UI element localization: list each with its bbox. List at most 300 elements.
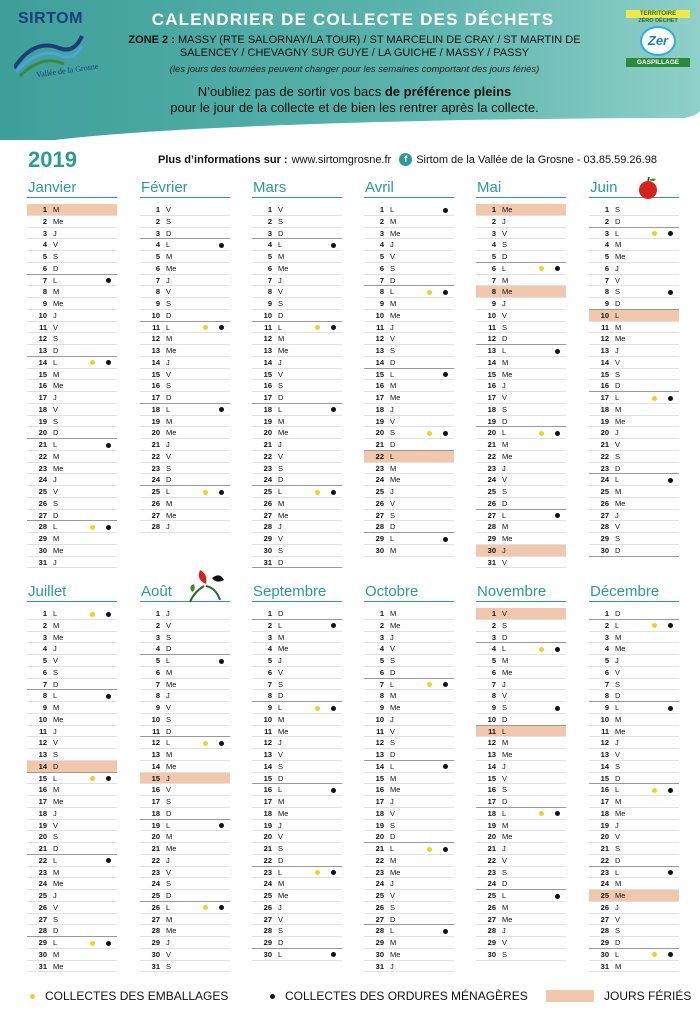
day-row: [27, 702, 117, 714]
day-number: 12: [600, 738, 609, 748]
day-number: 1: [379, 609, 384, 618]
day-row: [364, 690, 454, 702]
day-row: [476, 557, 566, 569]
weekday: D: [502, 498, 508, 508]
day-number: 19: [375, 820, 384, 830]
packaging-collection-dot: [90, 525, 95, 530]
day-number: 6: [267, 263, 272, 273]
day-row: [364, 726, 454, 738]
day-number: 14: [38, 357, 47, 367]
day-row: [589, 216, 679, 228]
weekday: M: [166, 914, 173, 924]
weekday: Me: [53, 381, 64, 391]
day-row: [589, 726, 679, 738]
day-row: [252, 831, 342, 843]
weekday: J: [502, 679, 506, 689]
day-number: 6: [42, 263, 47, 273]
day-number: 28: [600, 522, 609, 532]
logo-name: SIRTOM: [18, 10, 83, 27]
day-row: [589, 714, 679, 726]
weekday: L: [502, 726, 507, 736]
month-name: Février: [140, 178, 230, 198]
weekday: Me: [53, 463, 64, 473]
weekday: Me: [278, 808, 289, 818]
weekday: S: [166, 216, 172, 226]
day-number: 21: [375, 440, 384, 449]
day-row: [364, 216, 454, 228]
day-row: [27, 251, 117, 263]
day-number: 28: [487, 522, 496, 532]
day-number: 14: [600, 761, 609, 771]
weekday: V: [615, 750, 621, 759]
weekday: L: [278, 240, 283, 250]
weekday: J: [502, 545, 506, 555]
day-number: 1: [155, 205, 160, 214]
day-row: [589, 357, 679, 369]
day-row: [140, 263, 230, 275]
day-row: [252, 773, 342, 785]
day-row: [364, 228, 454, 240]
day-row: [27, 357, 117, 369]
weekday: V: [390, 252, 396, 261]
day-row: [589, 608, 679, 620]
day-row: [589, 914, 679, 926]
day-number: 5: [379, 252, 384, 261]
weekday: S: [53, 914, 59, 924]
weekday: M: [278, 632, 285, 642]
day-number: 31: [600, 961, 609, 971]
day-number: 26: [151, 902, 160, 912]
packaging-collection-dot: [427, 847, 432, 852]
household-collection-dot: [555, 513, 560, 518]
day-row: [589, 275, 679, 287]
day-row: [476, 427, 566, 439]
day-row: [476, 937, 566, 949]
weekday: D: [166, 393, 172, 402]
day-row: [476, 773, 566, 785]
day-row: [140, 702, 230, 714]
day-row: [252, 298, 342, 310]
day-number: 22: [375, 855, 384, 865]
day-row: [252, 275, 342, 287]
weekday: L: [390, 844, 395, 853]
weekday: Me: [390, 867, 401, 877]
weekday: V: [615, 275, 621, 285]
website-link[interactable]: www.sirtomgrosne.fr: [291, 153, 392, 166]
weekday: S: [615, 451, 621, 461]
day-row: [140, 843, 230, 855]
info-line: [158, 153, 657, 166]
day-number: 12: [38, 738, 47, 748]
day-row: [364, 925, 454, 937]
weekday: J: [166, 773, 170, 783]
day-row: [252, 902, 342, 914]
weekday: L: [278, 404, 283, 414]
day-number: 23: [600, 463, 609, 473]
day-row: [364, 369, 454, 381]
day-number: 17: [263, 797, 272, 806]
day-row: [476, 474, 566, 486]
day-number: 9: [604, 703, 609, 712]
day-number: 13: [151, 750, 160, 759]
day-number: 27: [38, 914, 47, 924]
day-number: 20: [151, 428, 160, 438]
day-number: 26: [38, 498, 47, 508]
day-number: 7: [155, 679, 160, 689]
day-row: [589, 702, 679, 714]
day-number: 14: [487, 357, 496, 367]
day-number: 19: [38, 820, 47, 830]
day-row: [364, 486, 454, 498]
day-number: 25: [151, 891, 160, 900]
weekday: M: [53, 205, 60, 214]
weekday: D: [53, 844, 59, 853]
household-collection-dot: [443, 372, 448, 377]
day-number: 27: [487, 914, 496, 924]
day-number: 7: [155, 275, 160, 285]
day-row: [140, 392, 230, 404]
day-number: 28: [263, 926, 272, 936]
weekday: V: [390, 891, 396, 900]
badge-top: TERRITOIRE: [626, 10, 690, 18]
weekday: L: [166, 656, 171, 665]
day-row: [140, 726, 230, 738]
weekday: D: [615, 299, 621, 308]
packaging-collection-dot: [539, 431, 544, 436]
weekday: M: [502, 738, 509, 748]
day-number: 1: [267, 205, 272, 214]
day-number: 13: [38, 750, 47, 759]
day-number: 22: [38, 855, 47, 865]
day-row: [476, 286, 566, 298]
weekday: S: [278, 844, 284, 853]
day-number: 4: [491, 240, 496, 250]
weekday: J: [390, 487, 394, 496]
weekday: J: [166, 938, 170, 947]
weekday: V: [166, 867, 172, 877]
day-row: [589, 204, 679, 216]
day-number: 28: [375, 522, 384, 532]
month-days: [140, 204, 230, 533]
day-row: [252, 545, 342, 557]
day-number: 9: [491, 703, 496, 712]
day-row: [476, 521, 566, 533]
day-number: 12: [375, 738, 384, 748]
day-row: [252, 820, 342, 832]
day-row: [140, 679, 230, 691]
day-number: 1: [42, 609, 47, 618]
day-number: 4: [604, 240, 609, 250]
weekday: V: [278, 205, 284, 214]
month-days: [476, 608, 566, 961]
day-row: [476, 679, 566, 691]
weekday: M: [615, 961, 622, 971]
weekday: S: [615, 679, 621, 689]
day-row: [364, 357, 454, 369]
weekday: D: [166, 644, 172, 654]
day-number: 8: [267, 691, 272, 701]
household-collection-dot: [106, 443, 111, 448]
weekday: D: [278, 393, 284, 402]
day-number: 27: [151, 510, 160, 520]
day-row: [589, 298, 679, 310]
day-number: 2: [267, 620, 272, 630]
weekday: S: [53, 252, 59, 261]
day-row: [476, 533, 566, 545]
day-row: [589, 784, 679, 796]
day-row: [27, 275, 117, 287]
day-row: [140, 831, 230, 843]
weekday: S: [53, 667, 59, 677]
day-row: [364, 667, 454, 679]
day-number: 23: [375, 463, 384, 473]
weekday: J: [278, 440, 282, 449]
day-row: [140, 890, 230, 902]
facebook-icon[interactable]: f: [399, 153, 412, 166]
weekday: Me: [53, 545, 64, 555]
day-number: 29: [487, 534, 496, 543]
day-row: [252, 914, 342, 926]
day-row: [140, 322, 230, 334]
day-row: [364, 263, 454, 275]
day-number: 2: [42, 216, 47, 226]
day-row: [252, 878, 342, 890]
weekday: Me: [53, 216, 64, 226]
day-row: [140, 427, 230, 439]
weekday: S: [278, 463, 284, 473]
weekday: V: [53, 404, 59, 414]
weekday: D: [615, 216, 621, 226]
weekday: J: [53, 726, 57, 736]
day-row: [589, 890, 679, 902]
weekday: S: [390, 510, 396, 520]
month-name: Juin: [589, 178, 679, 198]
day-row: [252, 204, 342, 216]
yellow-dot-icon: [30, 994, 35, 999]
day-row: [476, 761, 566, 773]
weekday: D: [615, 463, 621, 473]
household-collection-dot: [219, 823, 224, 828]
day-row: [27, 878, 117, 890]
day-row: [27, 369, 117, 381]
household-collection-dot: [106, 941, 111, 946]
weekday: S: [166, 879, 172, 889]
day-number: 21: [600, 844, 609, 853]
day-number: 22: [151, 451, 160, 461]
weekday: S: [390, 820, 396, 830]
day-row: [476, 486, 566, 498]
weekday: L: [502, 428, 507, 438]
day-number: 18: [600, 404, 609, 414]
day-row: [476, 369, 566, 381]
month-days: [252, 204, 342, 568]
month-10: [364, 582, 454, 972]
weekday: Me: [502, 451, 513, 461]
day-number: 13: [263, 750, 272, 759]
day-row: [27, 322, 117, 334]
day-number: 14: [263, 357, 272, 367]
packaging-collection-dot: [90, 776, 95, 781]
weekday: D: [615, 545, 621, 555]
day-number: 21: [263, 844, 272, 853]
day-row: [589, 380, 679, 392]
day-row: [252, 843, 342, 855]
weekday: Me: [53, 879, 64, 889]
weekday: V: [166, 949, 172, 959]
day-number: 24: [151, 879, 160, 889]
weekday: Me: [502, 750, 513, 759]
day-row: [27, 451, 117, 463]
day-number: 25: [600, 487, 609, 496]
day-number: 19: [487, 820, 496, 830]
day-number: 31: [151, 961, 160, 971]
day-row: [364, 533, 454, 545]
day-number: 27: [263, 510, 272, 520]
month-2: [140, 178, 230, 533]
day-row: [476, 380, 566, 392]
day-number: 3: [604, 632, 609, 642]
day-number: 27: [38, 510, 47, 520]
day-number: 4: [267, 644, 272, 654]
day-row: [27, 416, 117, 428]
packaging-collection-dot: [539, 266, 544, 271]
weekday: L: [278, 703, 283, 712]
day-number: 25: [151, 487, 160, 496]
day-row: [140, 820, 230, 832]
weekday: S: [166, 714, 172, 724]
weekday: L: [615, 703, 620, 712]
day-number: 18: [375, 808, 384, 818]
day-row: [27, 737, 117, 749]
weekday: M: [53, 369, 60, 379]
day-number: 18: [487, 404, 496, 414]
weekday: D: [166, 228, 172, 238]
info-label: Plus d’informations sur :: [158, 153, 288, 166]
day-row: [140, 749, 230, 761]
sirtom-logo: [6, 6, 106, 96]
day-number: 16: [375, 785, 384, 795]
household-collection-dot: [668, 788, 673, 793]
day-number: 2: [491, 216, 496, 226]
day-number: 1: [42, 205, 47, 214]
weekday: J: [502, 381, 506, 391]
weekday: J: [166, 855, 170, 865]
day-number: 13: [600, 750, 609, 759]
day-row: [589, 392, 679, 404]
day-row: [364, 714, 454, 726]
day-row: [476, 498, 566, 510]
day-number: 3: [155, 632, 160, 642]
packaging-collection-dot: [539, 811, 544, 816]
day-number: 17: [38, 393, 47, 402]
zone-line: [112, 34, 597, 60]
household-collection-dot: [443, 764, 448, 769]
day-row: [252, 521, 342, 533]
day-number: 28: [38, 926, 47, 936]
day-number: 26: [263, 498, 272, 508]
day-row: [27, 949, 117, 961]
weekday: J: [502, 463, 506, 473]
weekday: L: [278, 867, 283, 877]
day-number: 24: [263, 879, 272, 889]
holiday-swatch: [546, 990, 594, 1002]
day-row: [589, 486, 679, 498]
weekday: D: [53, 761, 59, 771]
weekday: Me: [615, 498, 626, 508]
day-row: [140, 690, 230, 702]
weekday: Me: [278, 644, 289, 654]
weekday: M: [166, 667, 173, 677]
weekday: V: [390, 808, 396, 818]
weekday: J: [166, 691, 170, 701]
day-row: [140, 796, 230, 808]
day-number: 17: [375, 797, 384, 806]
weekday: D: [615, 938, 621, 947]
day-row: [364, 878, 454, 890]
day-number: 19: [375, 416, 384, 426]
weekday: J: [502, 761, 506, 771]
weekday: Me: [53, 632, 64, 642]
day-row: [252, 380, 342, 392]
weekday: D: [502, 797, 508, 806]
weekday: D: [615, 773, 621, 783]
weekday: S: [53, 416, 59, 426]
day-row: [589, 773, 679, 785]
month-name: Janvier: [27, 178, 117, 198]
day-row: [589, 310, 679, 322]
weekday: Me: [615, 252, 626, 261]
weekday: J: [615, 902, 619, 912]
day-row: [27, 533, 117, 545]
day-row: [476, 843, 566, 855]
weekday: Me: [390, 310, 401, 320]
day-number: 30: [38, 545, 47, 555]
day-number: 24: [600, 475, 609, 485]
day-number: 6: [491, 263, 496, 273]
day-row: [140, 239, 230, 251]
day-number: 5: [379, 656, 384, 665]
day-number: 14: [263, 761, 272, 771]
day-row: [589, 949, 679, 961]
day-row: [476, 949, 566, 961]
weekday: V: [278, 369, 284, 379]
day-number: 5: [604, 252, 609, 261]
day-number: 31: [263, 557, 272, 567]
month-4: [364, 178, 454, 557]
day-row: [140, 451, 230, 463]
day-row: [476, 796, 566, 808]
weekday: M: [166, 252, 173, 261]
weekday: S: [502, 404, 508, 414]
day-row: [364, 761, 454, 773]
reminder-part-2: pour le jour de la collecte et de bien les rentrer après la collecte.: [170, 100, 539, 115]
household-collection-dot: [555, 706, 560, 711]
day-number: 12: [487, 334, 496, 344]
day-row: [252, 632, 342, 644]
day-row: [476, 322, 566, 334]
day-number: 8: [379, 287, 384, 297]
day-row: [476, 726, 566, 738]
weekday: Me: [166, 346, 177, 355]
reminder-text: [112, 84, 597, 116]
weekday: J: [278, 738, 282, 748]
day-number: 23: [375, 867, 384, 877]
day-row: [589, 867, 679, 879]
weekday: S: [390, 428, 396, 438]
day-row: [589, 902, 679, 914]
weekday: J: [53, 310, 57, 320]
day-number: 9: [267, 703, 272, 712]
